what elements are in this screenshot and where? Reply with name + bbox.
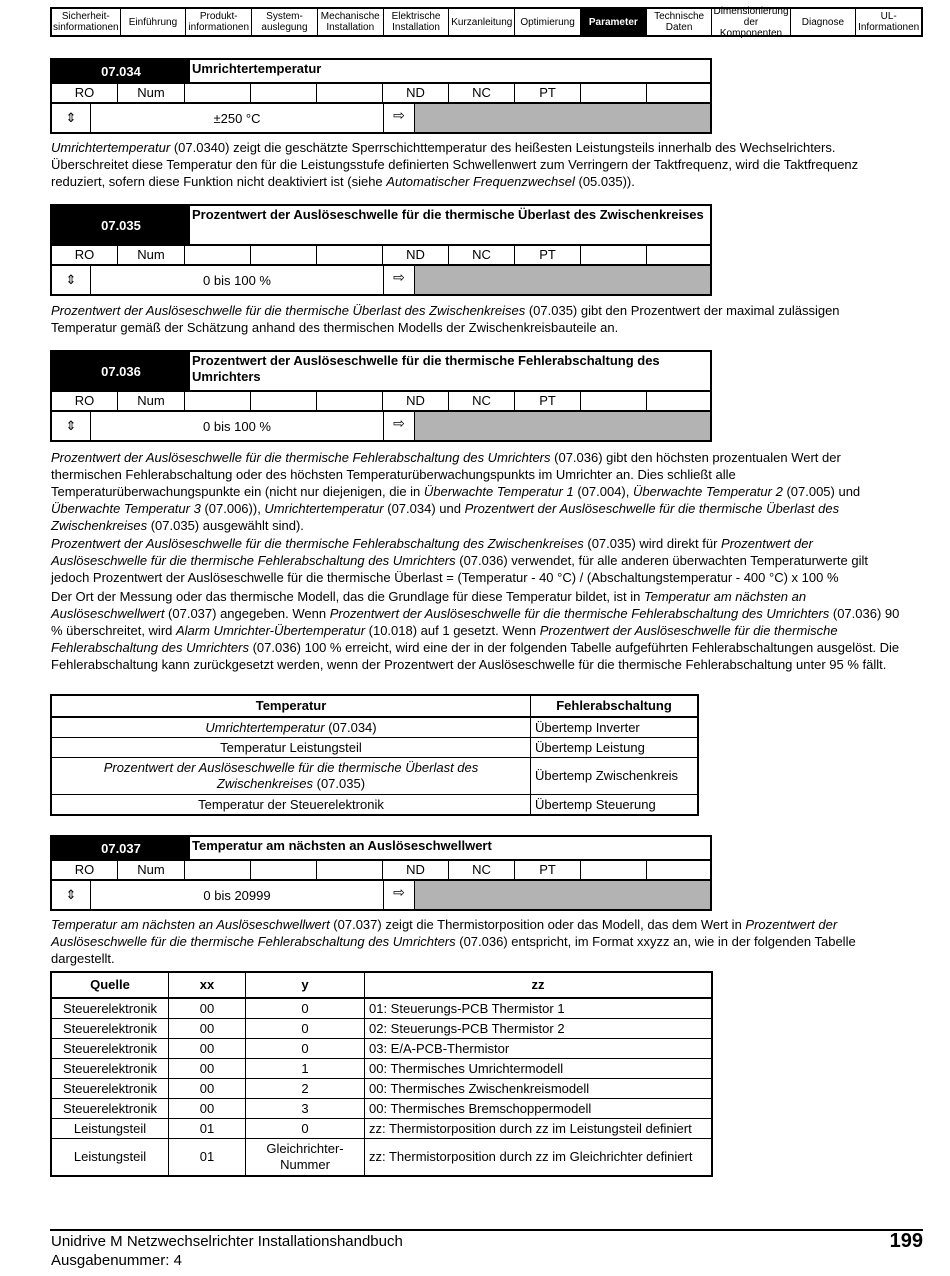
flag-cell [185, 84, 251, 102]
table-cell: 2 [246, 1079, 365, 1099]
arrow-right-icon: ⇨ [384, 881, 415, 909]
tab-9[interactable]: Technische Daten [647, 9, 713, 35]
table-row [51, 1099, 712, 1119]
table-cell: 00 [169, 998, 246, 1019]
flag-cell [251, 84, 317, 102]
flag-cell [317, 861, 383, 879]
table-cell: 00: Thermisches Bremschoppermodell [365, 1099, 713, 1119]
table-cell: 00 [169, 1019, 246, 1039]
flag-cell [647, 246, 710, 264]
table-cell: 00 [169, 1059, 246, 1079]
table-row [51, 1019, 712, 1039]
tab-6[interactable]: Kurzanleitung [449, 9, 515, 35]
table-cell: 1 [246, 1059, 365, 1079]
trip-cell: Übertemp Steuerung [531, 795, 699, 816]
param-range: 0 bis 100 % [91, 412, 384, 440]
table-cell: zz: Thermistorposition durch zz im Gleichrichter definiert [365, 1139, 713, 1177]
table-cell: Steuerelektronik [51, 1059, 169, 1079]
table-cell: 3 [246, 1099, 365, 1119]
temperature-cell: Temperatur Leistungsteil [51, 738, 531, 758]
trip-cell: Übertemp Zwischenkreis [531, 758, 699, 795]
table-cell: Steuerelektronik [51, 1099, 169, 1119]
trip-cell: Übertemp Inverter [531, 717, 699, 738]
temperature-cell: Prozentwert der Auslöseschwelle für die thermische Überlast des Zwischenkreises (07.035) [51, 758, 531, 795]
param-id: 07.037 [52, 837, 190, 859]
table-row [51, 795, 698, 816]
table-cell: 01 [169, 1119, 246, 1139]
paragraph-07-037: Temperatur am nächsten an Auslöseschwellwert (07.037) zeigt die Thermistorposition oder das Modell, das dem Wert in Prozentwert der Auslöseschwelle für die thermische Fehlerabschaltung des Umrichters (07.036) entspricht, im Format xxyzz an, wie in der folgenden Tabelle dargestellt. [51, 917, 856, 966]
flag-cell: NC [449, 246, 515, 264]
column-header: Temperatur [51, 695, 531, 717]
paragraph-location: Der Ort der Messung oder das thermische Modell, das die Grundlage für diese Temperatur bildet, ist in Temperatur am nächsten an Auslöseschwellwert (07.037) angegeben. Wenn Prozentwert der Auslöseschwelle für die thermische Fehlerabschaltung des Umrichters (07.036) 90 % überschreitet, wird Alarm Umrichter-Übertemperatur (10.018) auf 1 gesetzt. Wenn Prozentwert der Auslöseschwelle für die thermische Fehlerabschaltung des Umrichters (07.036) 100 % erreicht, wird eine der in der folgenden Tabelle aufgeführten Fehlerabschaltungen ausgelöst. Die Fehlerabschaltung kann zurückgesetzt werden, wenn der Prozentwert der Auslöseschwelle für die thermische Fehlerabschaltung unter 95 % fällt. [51, 589, 900, 672]
table-cell: zz: Thermistorposition durch zz im Leistungsteil definiert [365, 1119, 713, 1139]
table-row [51, 1139, 712, 1177]
flag-cell: NC [449, 392, 515, 410]
flag-cell: ND [383, 861, 449, 879]
arrow-right-icon: ⇨ [384, 104, 415, 132]
param-id: 07.036 [52, 352, 190, 390]
flag-cell [251, 246, 317, 264]
tab-12[interactable]: UL-Informationen [858, 11, 920, 33]
flag-cell [317, 246, 383, 264]
flag-cell [581, 392, 647, 410]
bidirectional-icon: ⇕ [52, 104, 91, 132]
flag-cell: Num [118, 84, 185, 102]
tab-11[interactable]: Diagnose [791, 9, 857, 35]
param-box-07-035 [50, 204, 712, 296]
tab-4[interactable]: Mechanische Installation [318, 9, 384, 35]
table-cell: 03: E/A-PCB-Thermistor [365, 1039, 713, 1059]
table-cell: Steuerelektronik [51, 1019, 169, 1039]
flag-cell [251, 392, 317, 410]
param-title: Prozentwert der Auslöseschwelle für die thermische Überlast des Zwischenkreises [192, 207, 704, 222]
param-id: 07.035 [52, 206, 190, 244]
default-cell [415, 266, 710, 294]
flag-cell: ND [383, 84, 449, 102]
paragraph-07-034: Umrichtertemperatur (07.0340) zeigt die geschätzte Sperrschichttemperatur des heißesten Leistungsteils innerhalb des Wechselrichters. Überschreitet diese Temperatur den für die Leistungsstufe definierten Schwellenwert zum Verringern der Taktfrequenz, wird die Taktfrequenz reduziert, sofern diese Funktion nicht deaktiviert ist (siehe Automatischer Frequenzwechsel (05.035)). [51, 140, 859, 189]
tab-5[interactable]: Elektrische Installation [384, 9, 450, 35]
flag-cell [581, 84, 647, 102]
paragraph-formula: Prozentwert der Auslöseschwelle für die thermische Fehlerabschaltung des Zwischenkreises (07.035) wird direkt für Prozentwert der Auslöseschwelle für die thermische Fehlerabschaltung des Umrichters (07.036) verwendet, für alle anderen überwachten Temperaturwerte gilt jedoch Prozentwert der Auslöseschwelle für die thermische Überlast = (Temperatur - 40 °C) / (Abschaltungstemperatur - 400 °C) x 100 % [51, 536, 869, 585]
flag-cell: ND [383, 392, 449, 410]
param-box-07-036 [50, 350, 712, 442]
table-cell: 0 [246, 1119, 365, 1139]
param-flags [52, 861, 710, 881]
tab-7[interactable]: Optimierung [515, 9, 581, 35]
table-cell: Leistungsteil [51, 1119, 169, 1139]
table-row [51, 738, 698, 758]
flag-cell: NC [449, 861, 515, 879]
bidirectional-icon: ⇕ [52, 412, 91, 440]
footer-rule [50, 1229, 923, 1231]
section-nav [50, 7, 923, 37]
source-table [50, 971, 713, 1177]
param-range: ±250 °C [91, 104, 384, 132]
param-title: Umrichtertemperatur [192, 61, 322, 76]
flag-cell: PT [515, 246, 581, 264]
table-row [51, 717, 698, 738]
table-cell: Steuerelektronik [51, 1079, 169, 1099]
table-cell: Steuerelektronik [51, 998, 169, 1019]
flag-cell: NC [449, 84, 515, 102]
flag-cell: ND [383, 246, 449, 264]
param-id: 07.034 [52, 60, 190, 82]
page-number: 199 [889, 1230, 923, 1252]
param-box-07-034 [50, 58, 712, 134]
flag-cell [581, 861, 647, 879]
param-flags [52, 392, 710, 412]
flag-cell: PT [515, 861, 581, 879]
footer-title: Unidrive M Netzwechselrichter Installationshandbuch [51, 1233, 403, 1250]
flag-cell: RO [52, 84, 118, 102]
flag-cell [251, 861, 317, 879]
table-cell: 00 [169, 1079, 246, 1099]
flag-cell [185, 861, 251, 879]
tab-3[interactable]: System-auslegung [252, 9, 318, 35]
column-header: zz [365, 972, 713, 998]
flag-cell: PT [515, 392, 581, 410]
column-header: Quelle [51, 972, 169, 998]
column-header: xx [169, 972, 246, 998]
param-flags [52, 246, 710, 266]
tab-1[interactable]: Einführung [121, 9, 187, 35]
bidirectional-icon: ⇕ [52, 881, 91, 909]
flag-cell [581, 246, 647, 264]
flag-cell [317, 392, 383, 410]
param-range: 0 bis 20999 [91, 881, 384, 909]
table-cell: 01: Steuerungs-PCB Thermistor 1 [365, 998, 713, 1019]
flag-cell [647, 392, 710, 410]
table-cell: Steuerelektronik [51, 1039, 169, 1059]
default-cell [415, 881, 710, 909]
table-cell: Gleichrichter-Nummer [246, 1139, 365, 1177]
flag-cell: RO [52, 861, 118, 879]
trip-cell: Übertemp Leistung [531, 738, 699, 758]
temperature-cell: Umrichtertemperatur (07.034) [51, 717, 531, 738]
flag-cell [185, 392, 251, 410]
table-cell: 0 [246, 1019, 365, 1039]
footer-issue: Ausgabenummer: 4 [51, 1252, 182, 1269]
flag-cell [185, 246, 251, 264]
flag-cell: RO [52, 392, 118, 410]
tab-2[interactable]: Produkt-informationen [186, 9, 252, 35]
table-cell: 00 [169, 1039, 246, 1059]
param-flags [52, 84, 710, 104]
param-title: Prozentwert der Auslöseschwelle für die thermische Fehlerabschaltung des Umrichters [192, 353, 660, 384]
flag-cell: RO [52, 246, 118, 264]
column-header: y [246, 972, 365, 998]
default-cell [415, 104, 710, 132]
paragraph-07-035: Prozentwert der Auslöseschwelle für die thermische Überlast des Zwischenkreises (07.035) gibt den Prozentwert der maximal zulässigen Temperatur gemäß der Schätzung anhand des thermischen Modells der Zwischenkreisbauteile an. [51, 303, 840, 335]
bidirectional-icon: ⇕ [52, 266, 91, 294]
param-range: 0 bis 100 % [91, 266, 384, 294]
table-cell: 02: Steuerungs-PCB Thermistor 2 [365, 1019, 713, 1039]
flag-cell: Num [118, 246, 185, 264]
param-box-07-037 [50, 835, 712, 911]
table-cell: 00: Thermisches Umrichtermodell [365, 1059, 713, 1079]
table-row [51, 1059, 712, 1079]
flag-cell [647, 861, 710, 879]
table-cell: 0 [246, 1039, 365, 1059]
table-row [51, 758, 698, 795]
table-row [51, 1079, 712, 1099]
arrow-right-icon: ⇨ [384, 266, 415, 294]
table-row [51, 1039, 712, 1059]
table-cell: Leistungsteil [51, 1139, 169, 1177]
tab-0[interactable]: Sicherheit-sinformationen [53, 11, 119, 33]
table-cell: 00: Thermisches Zwischenkreismodell [365, 1079, 713, 1099]
temperature-cell: Temperatur der Steuerelektronik [51, 795, 531, 816]
arrow-right-icon: ⇨ [384, 412, 415, 440]
table-cell: 0 [246, 998, 365, 1019]
tab-10[interactable]: Dimensionierung der Komponenten [713, 5, 789, 39]
param-title: Temperatur am nächsten an Auslöseschwellwert [192, 838, 492, 853]
table-row [51, 1119, 712, 1139]
paragraph-07-036: Prozentwert der Auslöseschwelle für die thermische Fehlerabschaltung des Umrichters (07.036) gibt den höchsten prozentualen Wert der thermischen Fehlerabschaltung oder des höchsten Temperaturüberwachungspunkts im Umrichter an. Dies schließt alle Temperaturüberwachungspunkte ein (nicht nur diejenigen, die in Überwachte Temperatur 1 (07.004), Überwachte Temperatur 2 (07.005) und Überwachte Temperatur 3 (07.006)), Umrichtertemperatur (07.034) und Prozentwert der Auslöseschwelle für die thermische Überlast des Zwischenkreises (07.035) ausgewählt sind). [51, 450, 861, 533]
table-cell: 00 [169, 1099, 246, 1119]
tab-8[interactable]: Parameter [581, 9, 647, 35]
table-row [51, 998, 712, 1019]
flag-cell [647, 84, 710, 102]
flag-cell [317, 84, 383, 102]
trip-table [50, 694, 699, 816]
flag-cell: Num [118, 861, 185, 879]
column-header: Fehlerabschaltung [531, 695, 699, 717]
table-cell: 01 [169, 1139, 246, 1177]
flag-cell: PT [515, 84, 581, 102]
flag-cell: Num [118, 392, 185, 410]
default-cell [415, 412, 710, 440]
